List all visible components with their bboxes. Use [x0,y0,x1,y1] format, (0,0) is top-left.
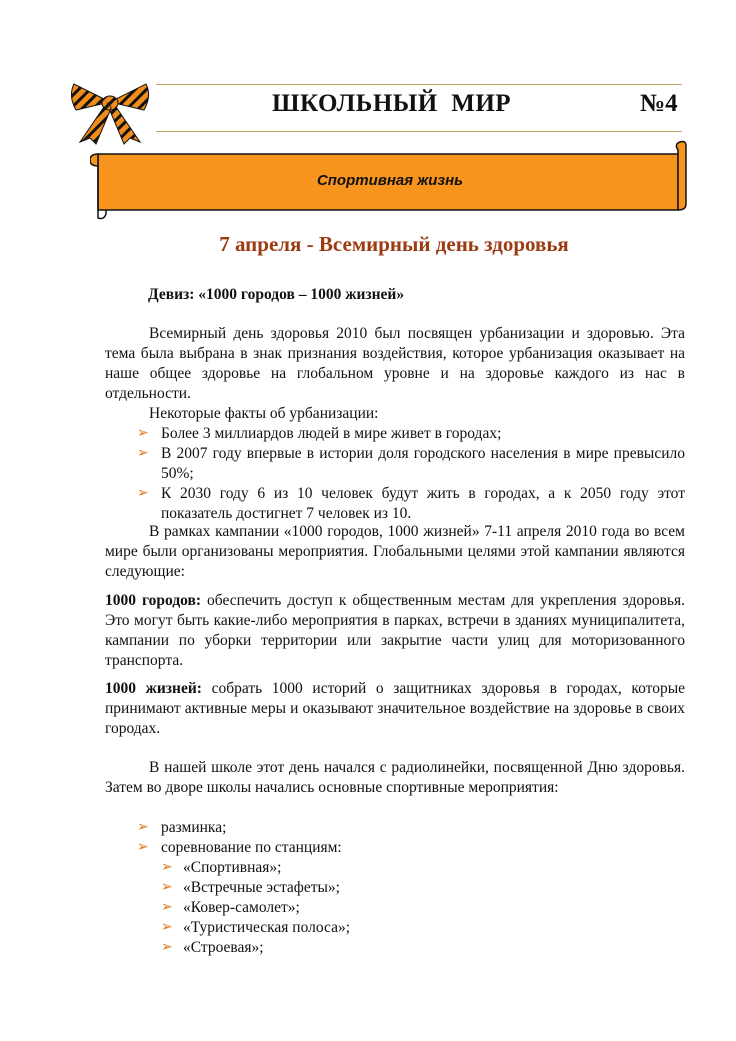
list-item: ➢ «Спортивная»; [161,859,282,876]
activities-list [105,818,685,858]
list-item: ➢ «Строевая»; [161,939,264,956]
paragraph-school: В нашей школе этот день начался с радиолинейки, посвященной Дню здоровья. Затем во дворе школы начались основные спортивные мероприятия: [105,759,685,796]
arrow-bullet-icon: ➢ [137,820,149,835]
arrow-bullet-icon: ➢ [161,940,173,955]
header-rule-bottom [156,131,682,132]
list-item: ➢ Более 3 миллиардов людей в мире живет в городах; [137,425,502,442]
list-item: ➢ соревнование по станциям: [137,839,342,856]
paragraph-facts-lead: Некоторые факты об урбанизации: [149,405,379,422]
paragraph-1000-lives: 1000 жизней: собрать 1000 историй о защитниках здоровья в городах, которые принимают активные меры и оказывают значительное воздействие на здоровье в своих городах. [105,680,685,737]
arrow-bullet-icon: ➢ [137,426,149,441]
list-item: ➢ «Встречные эстафеты»; [161,879,340,896]
arrow-bullet-icon: ➢ [137,840,149,855]
arrow-bullet-icon: ➢ [137,446,149,461]
article-headline: 7 апреля - Всемирный день здоровья [219,232,569,256]
list-item: ➢ В 2007 году впервые в истории доля городского населения в мире превысило 50%; [137,445,685,482]
section-label: Спортивная жизнь [316,172,464,189]
list-item: ➢ К 2030 году 6 из 10 человек будут жить в городах, а к 2050 году этот показатель достигнет 7 человек из 10. [137,485,685,522]
list-item: ➢ «Туристическая полоса»; [161,919,351,936]
arrow-bullet-icon: ➢ [161,860,173,875]
facts-list [105,424,685,524]
arrow-bullet-icon: ➢ [161,880,173,895]
arrow-bullet-icon: ➢ [137,486,149,501]
paragraph-campaign: В рамках кампании «1000 городов, 1000 жизней» 7-11 апреля 2010 года во всем мире были организованы мероприятия. Глобальными целями этой кампании являются следующие: [105,523,685,580]
page-number: 3 [106,99,112,113]
issue-number: №4 [640,90,678,117]
list-item: ➢ «Ковер-самолет»; [161,899,300,916]
article-motto: Девиз: «1000 городов – 1000 жизней» [148,286,405,303]
lead-1000-cities: 1000 городов: [105,592,202,609]
stations-list [105,858,685,958]
arrow-bullet-icon: ➢ [161,900,173,915]
newspaper-title: ШКОЛЬНЫЙ МИР [272,90,512,117]
header-rule-top [156,84,682,85]
paragraph-1000-cities: 1000 городов: обеспечить доступ к общественным местам для укрепления здоровья. Это могут быть какие-либо мероприятия в парках, встречи в зданиях муниципалитета, кампании по уборки территории или закрытие части улиц для моторизованного транспорта. [105,592,685,669]
paragraph-intro: Всемирный день здоровья 2010 был посвящен урбанизации и здоровью. Эта тема была выбрана в знак признания воздействия, которое урбанизация оказывает на наше общее здоровье на глобальном уровне и на здоровье каждого из нас в отдельности. [105,325,685,402]
arrow-bullet-icon: ➢ [161,920,173,935]
list-item: ➢ разминка; [137,819,227,836]
lead-1000-lives: 1000 жизней: [105,680,202,697]
